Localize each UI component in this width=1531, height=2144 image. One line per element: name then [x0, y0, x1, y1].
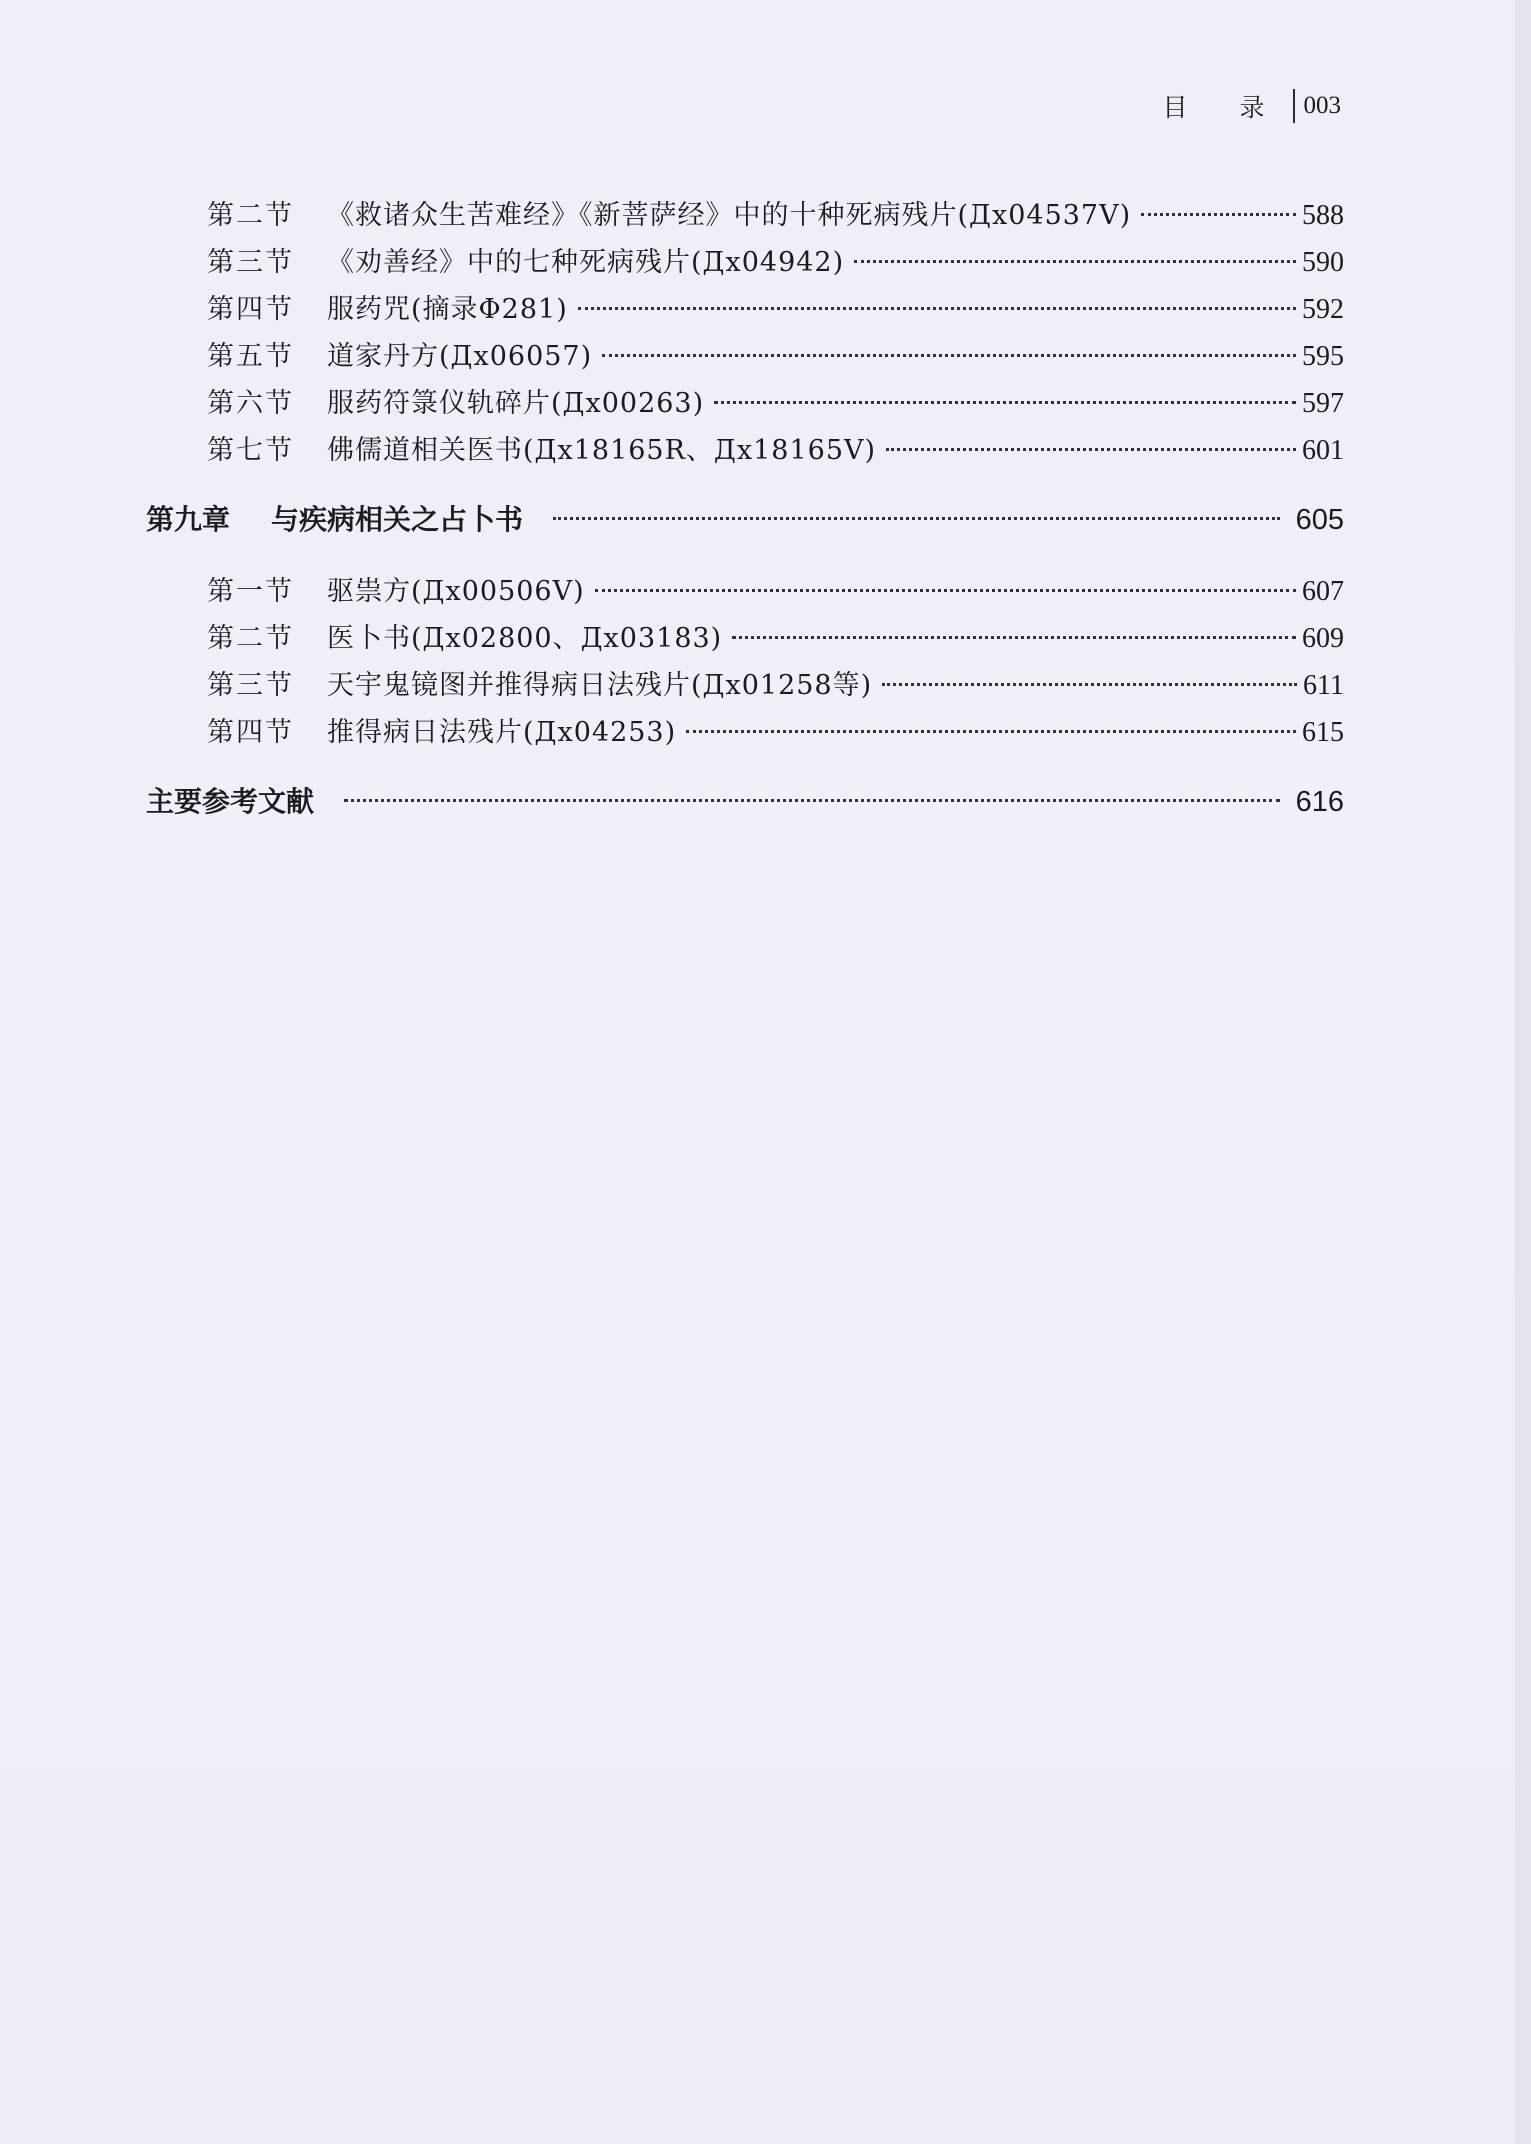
chapter-page: 605: [1295, 504, 1344, 536]
section-number: 第四节: [207, 294, 294, 325]
toc-entry[interactable]: [207, 287, 1344, 327]
toc-entry[interactable]: [207, 334, 1344, 374]
section-number: 第五节: [207, 341, 294, 372]
section-title: 《救诸众生苦难经》《新菩萨经》中的十种死病残片(Дx04537V): [327, 200, 1132, 231]
toc-chapter-entry[interactable]: [146, 498, 1344, 540]
section-title: 驱祟方(Дx00506V): [327, 576, 585, 607]
section-number: 第四节: [207, 717, 294, 748]
dot-leader: [602, 354, 1296, 357]
section-title: 佛儒道相关医书(Дx18165R、Дx18165V): [327, 435, 877, 466]
chapter-number: 第九章: [146, 503, 231, 536]
section-page: 597: [1302, 388, 1344, 419]
toc-references-entry[interactable]: [146, 780, 1344, 822]
dot-leader: [686, 730, 1296, 733]
dot-leader: [886, 448, 1296, 451]
running-head: [1163, 88, 1341, 124]
toc-entry[interactable]: [207, 240, 1344, 280]
section-title: 推得病日法残片(Дx04253): [327, 717, 677, 748]
toc-entry[interactable]: [207, 710, 1344, 750]
toc-entry[interactable]: [207, 193, 1344, 233]
section-title: 《劝善经》中的七种死病残片(Дx04942): [327, 247, 845, 278]
section-title: 服药符箓仪轨碎片(Дx00263): [327, 388, 705, 419]
section-number: 第二节: [207, 200, 294, 231]
running-head-title: 目 录: [1162, 93, 1287, 122]
dot-leader: [1141, 213, 1296, 216]
toc-entry[interactable]: [207, 428, 1344, 468]
section-number: 第二节: [207, 623, 294, 654]
section-page: 607: [1302, 576, 1344, 607]
section-title: 天宇鬼镜图并推得病日法残片(Дx01258等): [327, 670, 873, 701]
references-title: 主要参考文献: [146, 785, 315, 818]
dot-leader: [882, 683, 1297, 686]
dot-leader: [595, 589, 1296, 592]
toc-entry[interactable]: [207, 569, 1344, 609]
page-number: 003: [1303, 92, 1341, 119]
toc-entry[interactable]: [207, 663, 1344, 703]
references-page: 616: [1295, 786, 1344, 818]
section-number: 第一节: [207, 576, 294, 607]
section-page: 611: [1303, 670, 1344, 701]
section-title: 服药咒(摘录Φ281): [327, 294, 568, 325]
toc-entry[interactable]: [207, 381, 1344, 421]
running-head-divider: [1293, 89, 1295, 123]
section-page: 609: [1302, 623, 1344, 654]
section-number: 第六节: [207, 388, 294, 419]
section-page: 601: [1302, 435, 1344, 466]
section-title: 道家丹方(Дx06057): [327, 341, 593, 372]
dot-leader: [714, 401, 1296, 404]
section-page: 590: [1302, 247, 1344, 278]
chapter-title: 与疾病相关之占卜书: [271, 503, 524, 536]
section-page: 592: [1302, 294, 1344, 325]
section-title: 医卜书(Дx02800、Дx03183): [327, 623, 723, 654]
section-number: 第三节: [207, 670, 294, 701]
dot-leader: [553, 517, 1280, 520]
dot-leader: [578, 307, 1296, 310]
dot-leader: [854, 260, 1296, 263]
section-page: 588: [1302, 200, 1344, 231]
section-page: 595: [1302, 341, 1344, 372]
section-number: 第七节: [207, 435, 294, 466]
dot-leader: [732, 636, 1296, 639]
toc-entry[interactable]: [207, 616, 1344, 656]
section-page: 615: [1302, 717, 1344, 748]
dot-leader: [344, 799, 1280, 802]
page-edge: [1515, 0, 1531, 2144]
section-number: 第三节: [207, 247, 294, 278]
